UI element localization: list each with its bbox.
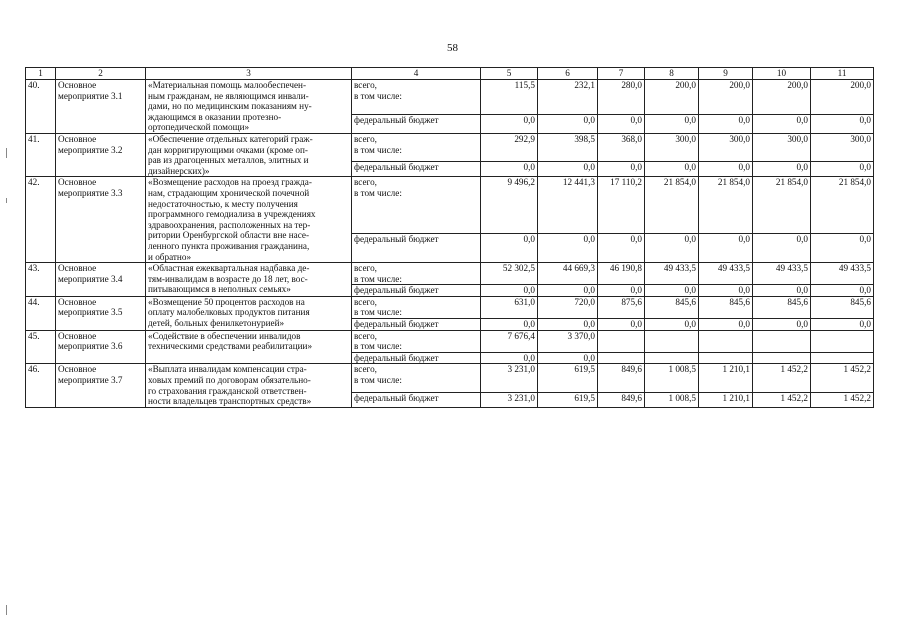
header-cell: 5	[481, 68, 538, 80]
cell-line: Основное	[58, 296, 97, 307]
table-row	[26, 330, 874, 352]
cell-line: мероприятие 3.1	[58, 90, 123, 101]
cell-line: техническими средствами реабилитации»	[148, 341, 313, 352]
cell-line: в том числе:	[354, 144, 402, 155]
value-cell: 0,0	[811, 285, 874, 297]
cell-line: Основное	[58, 364, 97, 375]
cell-line: оплату малобелковых продуктов питания	[148, 307, 310, 318]
funding-source	[352, 330, 481, 352]
cell-line: федеральный бюджет	[354, 319, 439, 330]
value-cell: 0,0	[645, 319, 699, 331]
cell-line: нам, страдающим хронической почечной	[148, 187, 310, 198]
value-cell: 3 231,0	[481, 364, 538, 392]
event-title	[56, 296, 146, 330]
value-cell: 1 210,1	[699, 364, 753, 392]
value-cell: 232,1	[538, 80, 598, 115]
cell-line: всего,	[354, 364, 377, 375]
value-cell: 0,0	[538, 115, 598, 134]
header-cell: 4	[352, 68, 481, 80]
funding-source	[352, 177, 481, 233]
value-cell: 368,0	[598, 133, 645, 161]
header-cell: 8	[645, 68, 699, 80]
row-number: 44.	[26, 296, 56, 330]
budget-table	[25, 67, 874, 408]
cell-line: мероприятие 3.5	[58, 307, 123, 318]
cell-line: мероприятие 3.3	[58, 187, 123, 198]
value-cell: 619,5	[538, 364, 598, 392]
header-cell: 10	[753, 68, 811, 80]
row-number: 43.	[26, 263, 56, 297]
value-cell: 0,0	[811, 162, 874, 177]
value-cell: 0,0	[598, 162, 645, 177]
value-cell: 1 452,2	[753, 392, 811, 407]
value-cell: 0,0	[598, 115, 645, 134]
value-cell: 0,0	[598, 319, 645, 331]
value-cell: 0,0	[538, 352, 598, 364]
event-title	[56, 133, 146, 176]
value-cell	[645, 352, 699, 364]
funding-source	[352, 80, 481, 115]
value-cell: 3 370,0	[538, 330, 598, 352]
cell-line: го страхования гражданской ответствен-	[148, 385, 307, 396]
cell-line: ховых премий по договорам обязательно-	[148, 375, 311, 386]
table-row	[26, 263, 874, 285]
cell-line: «Возмещение расходов на проезд гражда-	[148, 177, 312, 188]
event-title	[56, 364, 146, 407]
funding-source	[352, 364, 481, 392]
value-cell: 1 008,5	[645, 392, 699, 407]
value-cell: 0,0	[538, 233, 598, 262]
cell-line: всего,	[354, 177, 377, 188]
value-cell: 49 433,5	[753, 263, 811, 285]
scan-margin-mark	[6, 198, 7, 203]
cell-line: «Содействие в обеспечении инвалидов	[148, 330, 301, 341]
value-cell: 0,0	[645, 115, 699, 134]
header-cell: 7	[598, 68, 645, 80]
value-cell: 44 669,3	[538, 263, 598, 285]
value-cell: 0,0	[753, 233, 811, 262]
cell-line: Основное	[58, 133, 97, 144]
value-cell: 849,6	[598, 392, 645, 407]
value-cell: 849,6	[598, 364, 645, 392]
header-cell: 11	[811, 68, 874, 80]
value-cell: 0,0	[753, 319, 811, 331]
funding-source	[352, 133, 481, 161]
value-cell: 115,5	[481, 80, 538, 115]
value-cell: 1 452,2	[753, 364, 811, 392]
funding-source	[352, 319, 481, 331]
value-cell	[811, 330, 874, 352]
cell-line: ности владельцев транспортных средств»	[148, 396, 312, 407]
value-cell: 0,0	[753, 115, 811, 134]
value-cell: 0,0	[699, 162, 753, 177]
value-cell	[811, 352, 874, 364]
cell-line: Основное	[58, 263, 97, 274]
table-body	[26, 80, 874, 408]
value-cell: 200,0	[645, 80, 699, 115]
value-cell: 845,6	[811, 296, 874, 318]
value-cell: 0,0	[481, 233, 538, 262]
value-cell: 845,6	[699, 296, 753, 318]
value-cell: 0,0	[538, 319, 598, 331]
event-description	[146, 177, 352, 263]
funding-source	[352, 285, 481, 297]
funding-source	[352, 233, 481, 262]
cell-line: мероприятие 3.7	[58, 375, 123, 386]
value-cell: 292,9	[481, 133, 538, 161]
cell-line: в том числе:	[354, 375, 402, 386]
value-cell: 12 441,3	[538, 177, 598, 233]
header-cell: 6	[538, 68, 598, 80]
table-header-row	[26, 68, 874, 80]
cell-line: детей, больных фенилкетонурией»	[148, 318, 285, 329]
value-cell: 0,0	[699, 285, 753, 297]
value-cell: 300,0	[753, 133, 811, 161]
value-cell	[753, 352, 811, 364]
value-cell: 200,0	[753, 80, 811, 115]
value-cell: 49 433,5	[699, 263, 753, 285]
funding-source	[352, 352, 481, 364]
table-row	[26, 296, 874, 318]
value-cell	[598, 330, 645, 352]
value-cell: 0,0	[645, 285, 699, 297]
value-cell: 845,6	[645, 296, 699, 318]
value-cell: 845,6	[753, 296, 811, 318]
event-description	[146, 263, 352, 297]
cell-line: недостаточностью, к месту получения	[148, 198, 298, 209]
value-cell: 52 302,5	[481, 263, 538, 285]
value-cell: 875,6	[598, 296, 645, 318]
value-cell: 300,0	[699, 133, 753, 161]
cell-line: ортопедической помощи»	[148, 122, 250, 133]
value-cell: 0,0	[538, 162, 598, 177]
cell-line: тям-инвалидам в возрасте до 18 лет, вос-	[148, 273, 308, 284]
value-cell: 200,0	[699, 80, 753, 115]
value-cell: 0,0	[699, 233, 753, 262]
value-cell	[753, 330, 811, 352]
value-cell: 9 496,2	[481, 177, 538, 233]
table-row	[26, 133, 874, 161]
cell-line: Основное	[58, 177, 97, 188]
value-cell: 200,0	[811, 80, 874, 115]
funding-source	[352, 392, 481, 407]
value-cell: 0,0	[481, 319, 538, 331]
value-cell: 21 854,0	[699, 177, 753, 233]
cell-line: ным гражданам, не являющимся инвали-	[148, 90, 309, 101]
cell-line: питывающимся в неполных семьях»	[148, 284, 291, 295]
header-cell: 1	[26, 68, 56, 80]
cell-line: Основное	[58, 80, 97, 90]
value-cell: 0,0	[645, 162, 699, 177]
event-description	[146, 296, 352, 330]
cell-line: ждающимся в оказании протезно-	[148, 111, 282, 122]
row-number: 46.	[26, 364, 56, 407]
value-cell: 631,0	[481, 296, 538, 318]
row-number: 45.	[26, 330, 56, 364]
table-row	[26, 364, 874, 392]
value-cell: 300,0	[645, 133, 699, 161]
value-cell: 49 433,5	[645, 263, 699, 285]
cell-line: в том числе:	[354, 341, 402, 352]
value-cell: 0,0	[481, 162, 538, 177]
cell-line: федеральный бюджет	[354, 392, 439, 403]
cell-line: дами, но по медицинским показаниям ну-	[148, 101, 312, 112]
value-cell: 0,0	[481, 115, 538, 134]
value-cell: 1 452,2	[811, 364, 874, 392]
value-cell: 0,0	[598, 233, 645, 262]
value-cell	[645, 330, 699, 352]
scan-margin-mark	[6, 605, 7, 615]
cell-line: дан корригирующими очками (кроме оп-	[148, 144, 308, 155]
cell-line: федеральный бюджет	[354, 162, 439, 173]
event-title	[56, 80, 146, 134]
value-cell: 0,0	[753, 285, 811, 297]
cell-line: в том числе:	[354, 90, 402, 101]
cell-line: «Выплата инвалидам компенсации стра-	[148, 364, 307, 375]
value-cell: 0,0	[598, 285, 645, 297]
cell-line: и обратно»	[148, 251, 192, 262]
value-cell: 300,0	[811, 133, 874, 161]
event-description	[146, 364, 352, 407]
event-description	[146, 330, 352, 364]
cell-line: «Возмещение 50 процентов расходов на	[148, 296, 305, 307]
value-cell: 398,5	[538, 133, 598, 161]
cell-line: программного гемодиализа в учреждениях	[148, 209, 316, 220]
event-description	[146, 80, 352, 134]
cell-line: всего,	[354, 80, 377, 90]
cell-line: федеральный бюджет	[354, 115, 439, 126]
table-row	[26, 177, 874, 233]
cell-line: Основное	[58, 330, 97, 341]
cell-line: «Материальная помощь малообеспечен-	[148, 80, 307, 90]
value-cell: 0,0	[645, 233, 699, 262]
value-cell	[598, 352, 645, 364]
value-cell: 7 676,4	[481, 330, 538, 352]
cell-line: мероприятие 3.4	[58, 273, 123, 284]
funding-source	[352, 115, 481, 134]
cell-line: мероприятие 3.2	[58, 144, 123, 155]
cell-line: федеральный бюджет	[354, 352, 439, 363]
value-cell: 17 110,2	[598, 177, 645, 233]
value-cell: 0,0	[699, 115, 753, 134]
funding-source	[352, 263, 481, 285]
value-cell: 720,0	[538, 296, 598, 318]
cell-line: всего,	[354, 133, 377, 144]
cell-line: «Областная ежеквартальная надбавка де-	[148, 263, 310, 274]
cell-line: федеральный бюджет	[354, 233, 439, 244]
value-cell: 21 854,0	[645, 177, 699, 233]
cell-line: мероприятие 3.6	[58, 341, 123, 352]
event-title	[56, 177, 146, 263]
value-cell: 46 190,8	[598, 263, 645, 285]
cell-line: ленного пункта проживания гражданина,	[148, 240, 310, 251]
value-cell: 0,0	[753, 162, 811, 177]
value-cell: 0,0	[811, 233, 874, 262]
cell-line: дизайнерских)»	[148, 165, 210, 176]
value-cell: 0,0	[538, 285, 598, 297]
header-cell: 2	[56, 68, 146, 80]
funding-source	[352, 296, 481, 318]
value-cell: 0,0	[481, 285, 538, 297]
row-number: 42.	[26, 177, 56, 263]
event-title	[56, 330, 146, 364]
cell-line: в том числе:	[354, 307, 402, 318]
event-description	[146, 133, 352, 176]
value-cell: 21 854,0	[753, 177, 811, 233]
cell-line: рав из драгоценных металлов, элитных и	[148, 155, 309, 166]
scan-margin-mark	[6, 148, 7, 158]
cell-line: всего,	[354, 263, 377, 274]
page-number: 58	[447, 42, 458, 54]
header-cell: 9	[699, 68, 753, 80]
row-number: 40.	[26, 80, 56, 134]
row-number: 41.	[26, 133, 56, 176]
funding-source	[352, 162, 481, 177]
value-cell: 3 231,0	[481, 392, 538, 407]
cell-line: федеральный бюджет	[354, 285, 439, 296]
cell-line: в том числе:	[354, 273, 402, 284]
value-cell: 0,0	[481, 352, 538, 364]
header-cell: 3	[146, 68, 352, 80]
value-cell: 1 210,1	[699, 392, 753, 407]
value-cell: 1 452,2	[811, 392, 874, 407]
cell-line: здравоохранения, расположенных на тер-	[148, 219, 311, 230]
table-row	[26, 80, 874, 115]
value-cell	[699, 330, 753, 352]
event-title	[56, 263, 146, 297]
value-cell: 0,0	[811, 115, 874, 134]
value-cell: 0,0	[811, 319, 874, 331]
value-cell: 21 854,0	[811, 177, 874, 233]
cell-line: «Обеспечение отдельных категорий граж-	[148, 133, 313, 144]
cell-line: в том числе:	[354, 187, 402, 198]
cell-line: всего,	[354, 296, 377, 307]
value-cell: 49 433,5	[811, 263, 874, 285]
value-cell: 619,5	[538, 392, 598, 407]
value-cell: 280,0	[598, 80, 645, 115]
cell-line: ритории Оренбургской области вне насе-	[148, 230, 310, 241]
value-cell: 1 008,5	[645, 364, 699, 392]
value-cell: 0,0	[699, 319, 753, 331]
cell-line: всего,	[354, 330, 377, 341]
value-cell	[699, 352, 753, 364]
